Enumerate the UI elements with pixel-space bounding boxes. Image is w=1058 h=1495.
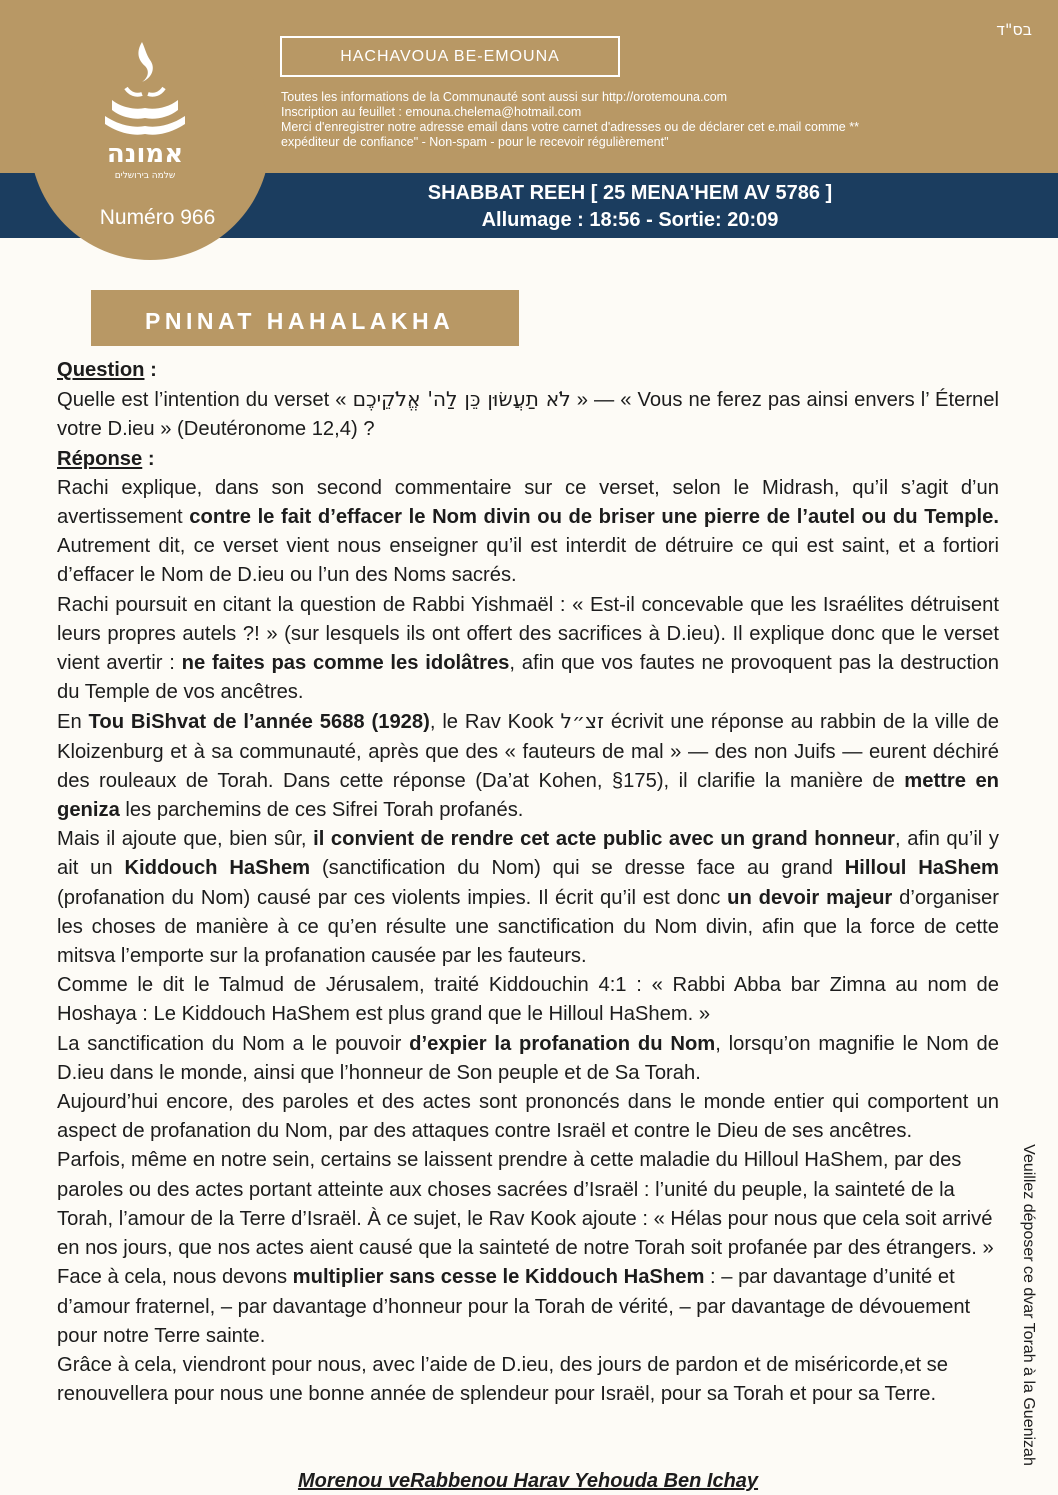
- article-body: Question : Quelle est l’intention du verset « לֹא תַעֲשׂוּן כֵּן לַה' אֱלֹקֵיכֶם » — « Vous ne ferez pas ainsi envers l’ Éternel votre D.ieu » (Deutéronome 12,4) ? Réponse : Rachi explique, dans son second commentaire sur ce verset, selon le Midrash, qu’il s’agit d’un avertissement contre le fait d’effacer le Nom divin ou de briser une pierre de l’autel ou du Temple. Autrement dit, ce verset vient nous enseigner qu’il est interdit de détruire ce qui est saint, et a fortiori d’effacer le Nom de D.ieu ou l’un des Noms sacrés. Rachi poursuit en citant la question de Rabbi Yishmaël : « Est-il concevable que les Israélites détruisent leurs propres autels ?! » (sur lesquels ils ont offert des sacrifices à D.ieu). Il explique donc que le verset vient avertir : ne faites pas comme les idolâtres, afin que vos fautes ne provoquent pas la destruction du Temple de vos ancêtres. En Tou BiShvat de l’année 5688 (1928), le Rav Kook זצ״ל écrivit une réponse au rabbin de la ville de Kloizenburg et à sa communauté, après que des « fauteurs de mal » — des non Juifs — eurent déchiré des rouleaux de Torah. Dans cette réponse (Da’at Kohen, §175), il clarifie la manière de mettre en geniza les parchemins de ces Sifrei Torah profanés. Mais il ajoute que, bien sûr, il convient de rendre cet acte public avec un grand honneur, afin qu’il y ait un Kiddouch HaShem (sanctification du Nom) qui se dresse face au grand Hilloul HaShem (profanation du Nom) causé par ces violents impies. Il écrit qu’il est donc un devoir majeur d’organiser les choses de manière à ce qu’en résulte une sanctification du Nom divin, afin que la force de cette mitsva l’emporte sur la profanation causée par les fauteurs. Comme le dit le Talmud de Jérusalem, traité Kiddouchin 4:1 : « Rabbi Abba bar Zimna au nom de Hoshaya : Le Kiddouch HaShem est plus grand que le Hilloul HaShem. » La sanctification du Nom a le pouvoir d’expier la profanation du Nom, lorsqu’on magnifie le Nom de D.ieu dans le monde, ainsi que l’honneur de Son peuple et de Sa Torah. Aujourd’hui encore, des paroles et des actes sont prononcés dans le monde entier qui comportent un aspect de profanation du Nom, par des attaques contre Israël et contre le Dieu de ses ancêtres. Parfois, même en notre sein, certains se laissent prendre à cette maladie du Hilloul HaShem, par des paroles ou des actes portant atteinte aux choses sacrées d’Israël : l’unité du peuple, la sainteté de la Torah, l’amour de la Terre d’Israël. À ce sujet, le Rav Kook ajoute : « Hélas pour nous que cela soit arrivé en nos jours, que nos actes aient causé que la sainteté de notre Torah soit profanée par des étrangers. » Face à cela, nous devons multiplier sans cesse le Kiddouch HaShem : – par davantage d’unité et d’amour fraternel, – par davantage d’honneur pour la Torah de vérité, – par davantage de dévouement pour notre Terre sainte. Grâce à cela, viendront pour nous, avec l’aide de D.ieu, des jours de pardon et de miséricorde,et se renouvellera pour nous une bonne année de splendeur pour Israël, pour sa Torah et pour sa Terre.: [57, 356, 999, 1409]
- paragraph-7: Aujourd’hui encore, des paroles et des actes sont prononcés dans le monde entier qui comportent un aspect de profanation du Nom, par des attaques contre Israël et contre le Dieu de ses ancêtres.: [57, 1091, 999, 1143]
- author-signature: Morenou veRabbenou Harav Yehouda Ben Ichay: [297, 1470, 759, 1492]
- paragraph-3: En Tou BiShvat de l’année 5688 (1928), le Rav Kook זצ״ל écrivit une réponse au rabbin de la ville de Kloizenburg et à sa communauté, après que des « fauteurs de mal » — des non Juifs — eurent déchiré des rouleaux de Torah. Dans cette réponse (Da’at Kohen, §175), il clarifie la manière de mettre en geniza les parchemins de ces Sifrei Torah profanés.: [57, 709, 999, 822]
- shabbat-title: SHABBAT REEH [ 25 MENA'HEM AV 5786 ]: [427, 182, 833, 204]
- question-text: Quelle est l’intention du verset « לֹא תַעֲשׂוּן כֵּן לַה' אֱלֹקֵיכֶם » — « Vous ne ferez pas ainsi envers l’ Éternel votre D.ieu » (Deutéronome 12,4) ?: [57, 387, 999, 441]
- paragraph-4: Mais il ajoute que, bien sûr, il convient de rendre cet acte public avec un grand honneur, afin qu’il y ait un Kiddouch HaShem (sanctification du Nom) qui se dresse face au grand Hilloul HaShem (profanation du Nom) causé par ces violents impies. Il écrit qu’il est donc un devoir majeur d’organiser les choses de manière à ce qu’en résulte une sanctification du Nom divin, afin que la force de cette mitsva l’emporte sur la profanation causée par les fauteurs.: [57, 828, 1000, 968]
- paragraph-2: Rachi poursuit en citant la question de Rabbi Yishmaël : « Est-il concevable que les Israélites détruisent leurs propres autels ?! » (sur lesquels ils ont offert des sacrifices à D.ieu). Il explique donc que le verset vient avertir : ne faites pas comme les idolâtres, afin que vos fautes ne provoquent pas la destruction du Temple de vos ancêtres.: [57, 593, 999, 704]
- besiyata-dishmaya: בס"ד: [996, 20, 1032, 39]
- paragraph-9: Face à cela, nous devons multiplier sans cesse le Kiddouch HaShem : – par davantage d’unité et d’amour fraternel, – par davantage d’honneur pour la Torah de vérité, – par davantage de dévouement pour notre Terre sainte.: [57, 1266, 971, 1347]
- logo-subtext: שלמה בירושלים: [114, 171, 176, 181]
- section-title: PNINAT HAHALAKHA: [91, 290, 519, 346]
- info-line-email: Inscription au feuillet : emouna.chelema@hotmail.com: [281, 105, 582, 119]
- shabbat-times: Allumage : 18:56 - Sortie: 20:09: [481, 209, 779, 231]
- logo-text: אמונה: [106, 139, 184, 169]
- newsletter-title-box: HACHAVOUA BE-EMOUNA: [280, 36, 620, 77]
- info-line-website: Toutes les informations de la Communauté sont aussi sur http://orotemouna.com: [281, 90, 728, 104]
- emouna-logo: [90, 38, 200, 183]
- guenizah-note: Veuillez déposer ce dvar Torah à la Guenizah: [1020, 1144, 1037, 1466]
- info-line-whitelist: Merci d'enregistrer notre adresse email dans votre carnet d'adresses ou de déclarer cet e.mail comme **: [281, 120, 859, 134]
- hebrew-verse: לֹא תַעֲשׂוּן כֵּן לַה' אֱלֹקֵיכֶם: [352, 387, 571, 412]
- paragraph-10: Grâce à cela, viendront pour nous, avec l’aide de D.ieu, des jours de pardon et de miséricorde,et se renouvellera pour nous une bonne année de splendeur pour Israël, pour sa Torah et pour sa Terre.: [57, 1353, 949, 1406]
- paragraph-8: Parfois, même en notre sein, certains se laissent prendre à cette maladie du Hilloul HaShem, par des paroles ou des actes portant atteinte aux choses sacrées d’Israël : l’unité du peuple, la sainteté de la Torah, l’amour de la Terre d’Israël. À ce sujet, le Rav Kook ajoute : « Hélas pour nous que cela soit arrivé en nos jours, que nos actes aient causé que la sainteté de notre Torah soit profanée par des étrangers. »: [57, 1149, 994, 1260]
- question-label: Question: [57, 359, 145, 381]
- reponse-label: Réponse: [57, 447, 143, 470]
- paragraph-6: La sanctification du Nom a le pouvoir d’expier la profanation du Nom, lorsqu’on magnifie le Nom de D.ieu dans le monde, ainsi que l’honneur de Son peuple et de Sa Torah.: [57, 1032, 999, 1084]
- issue-number: Numéro 966: [99, 206, 216, 229]
- paragraph-5: Comme le dit le Talmud de Jérusalem, traité Kiddouchin 4:1 : « Rabbi Abba bar Zimna au nom de Hoshaya : Le Kiddouch HaShem est plus grand que le Hilloul HaShem. »: [57, 974, 999, 1026]
- paragraph-1: Rachi explique, dans son second commentaire sur ce verset, selon le Midrash, qu’il s’agit d’un avertissement contre le fait d’effacer le Nom divin ou de briser une pierre de l’autel ou du Temple. Autrement dit, ce verset vient nous enseigner qu’il est interdit de détruire ce qui est saint, et a fortiori d’effacer le Nom de D.ieu ou l’un des Noms sacrés.: [57, 476, 999, 587]
- header-info: [281, 90, 961, 150]
- info-line-spam: expéditeur de confiance" - Non-spam - pour le recevoir régulièrement": [281, 135, 669, 149]
- shabbat-info: [370, 180, 890, 234]
